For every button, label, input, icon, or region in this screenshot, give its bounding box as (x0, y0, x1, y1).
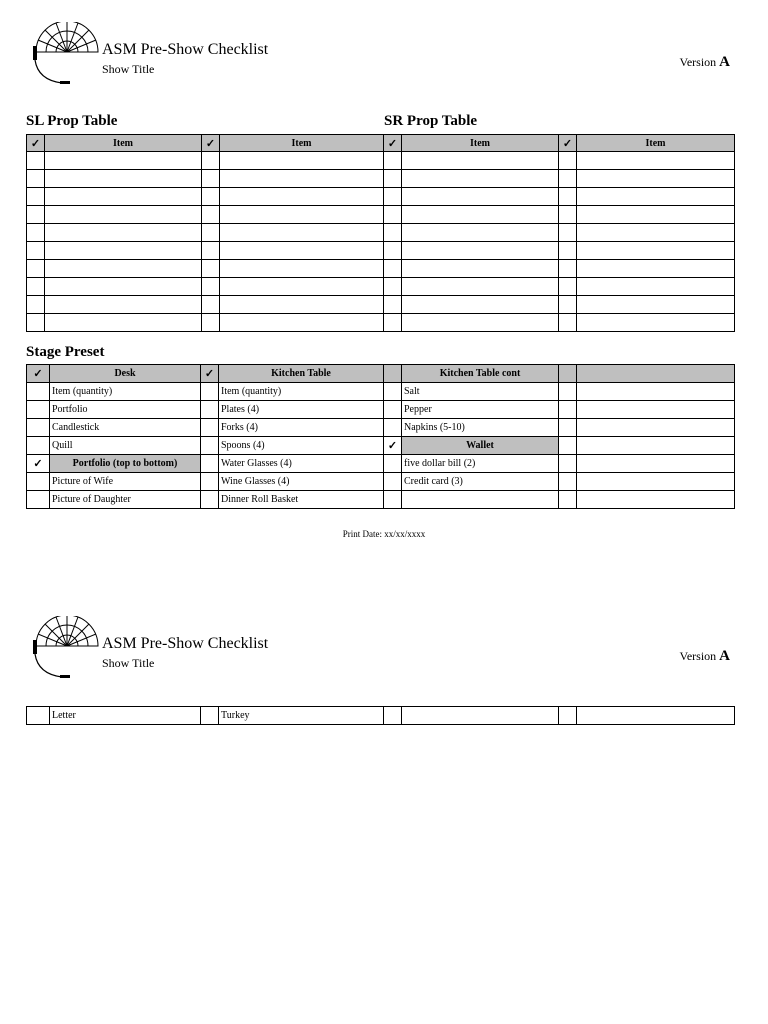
kitchen-table-item-cell: Wine Glasses (4) (219, 473, 384, 491)
check-cell (384, 473, 402, 491)
check-cell (202, 296, 220, 314)
table-row (27, 401, 735, 419)
check-cell (384, 206, 402, 224)
item-cell (577, 152, 735, 170)
version-indicator (679, 648, 730, 665)
table-row (27, 296, 735, 314)
item-cell (577, 260, 735, 278)
kitchen-table-item-cell: Turkey (219, 707, 384, 725)
table-row (27, 314, 735, 332)
check-cell (384, 170, 402, 188)
desk-item-cell: Candlestick (50, 419, 201, 437)
prop-table-header-row (27, 135, 735, 152)
check-cell (202, 206, 220, 224)
item-column-header: Item (45, 135, 202, 152)
check-column-header (384, 365, 402, 383)
check-column-header: ✓ (27, 135, 45, 152)
check-cell (384, 401, 402, 419)
kitchen-table-item-cell: Spoons (4) (219, 437, 384, 455)
check-cell (27, 260, 45, 278)
check-cell (559, 242, 577, 260)
kitchen-table-cont-item-cell (402, 707, 559, 725)
check-cell (201, 437, 219, 455)
desk-item-cell: Letter (50, 707, 201, 725)
check-cell (202, 188, 220, 206)
check-cell (559, 152, 577, 170)
sl-prop-table-title: SL Prop Table (26, 113, 118, 129)
check-cell (384, 314, 402, 332)
check-cell (559, 491, 577, 509)
check-cell (384, 152, 402, 170)
check-cell (559, 188, 577, 206)
item-cell (577, 170, 735, 188)
table-row (27, 206, 735, 224)
check-cell (27, 224, 45, 242)
check-cell (27, 491, 50, 509)
desk-item-cell: Quill (50, 437, 201, 455)
extra-item-cell (577, 491, 735, 509)
extra-item-cell (577, 401, 735, 419)
show-title: Show Title (102, 62, 155, 76)
check-cell (27, 314, 45, 332)
extra-item-cell (577, 707, 735, 725)
check-cell (559, 401, 577, 419)
extra-item-cell (577, 419, 735, 437)
check-cell (201, 473, 219, 491)
check-cell (202, 242, 220, 260)
stage-preset-header-row (27, 365, 735, 383)
check-cell (384, 296, 402, 314)
table-row (27, 473, 735, 491)
check-cell (27, 242, 45, 260)
item-cell (402, 170, 559, 188)
check-cell (559, 383, 577, 401)
check-cell (27, 419, 50, 437)
extra-column-header (577, 365, 735, 383)
check-cell (201, 707, 219, 725)
extra-item-cell (577, 383, 735, 401)
item-cell (45, 224, 202, 242)
item-cell (45, 260, 202, 278)
desk-item-cell: Picture of Wife (50, 473, 201, 491)
item-cell (577, 242, 735, 260)
table-row (27, 437, 735, 455)
check-cell (27, 437, 50, 455)
check-cell (559, 437, 577, 455)
table-row (27, 260, 735, 278)
check-cell (27, 473, 50, 491)
item-cell (577, 314, 735, 332)
stage-preset-table (26, 364, 735, 509)
check-cell (202, 260, 220, 278)
check-cell (201, 455, 219, 473)
check-cell (559, 260, 577, 278)
desk-item-cell: Item (quantity) (50, 383, 201, 401)
check-column-header: ✓ (202, 135, 220, 152)
item-cell (220, 260, 384, 278)
item-cell (402, 188, 559, 206)
table-row (27, 278, 735, 296)
table-row (27, 224, 735, 242)
check-cell (202, 224, 220, 242)
check-cell (559, 224, 577, 242)
item-cell (402, 152, 559, 170)
item-cell (577, 224, 735, 242)
item-cell (220, 206, 384, 224)
check-cell (202, 314, 220, 332)
item-cell (402, 278, 559, 296)
extra-item-cell (577, 473, 735, 491)
page-header (0, 616, 768, 686)
subsection-header-cell: Portfolio (top to bottom) (50, 455, 201, 473)
check-cell (27, 206, 45, 224)
page-title: ASM Pre-Show Checklist (102, 635, 269, 652)
desk-item-cell: Portfolio (50, 401, 201, 419)
version-indicator (679, 54, 730, 71)
check-cell (27, 383, 50, 401)
check-cell (202, 278, 220, 296)
check-cell (384, 260, 402, 278)
check-cell (384, 383, 402, 401)
subsection-header-cell: Wallet (402, 437, 559, 455)
check-cell (559, 707, 577, 725)
kitchen-table-cont-item-cell: Credit card (3) (402, 473, 559, 491)
item-cell (220, 242, 384, 260)
check-cell (559, 206, 577, 224)
item-cell (402, 260, 559, 278)
check-column-header: ✓ (201, 365, 219, 383)
item-cell (402, 206, 559, 224)
version-value: A (719, 54, 730, 70)
check-cell (27, 278, 45, 296)
item-cell (45, 278, 202, 296)
check-column-header: ✓ (27, 365, 50, 383)
table-row (27, 707, 735, 725)
item-column-header: Item (402, 135, 559, 152)
check-cell (27, 152, 45, 170)
kitchen-table-item-cell: Forks (4) (219, 419, 384, 437)
check-cell (384, 278, 402, 296)
show-title: Show Title (102, 656, 155, 670)
check-cell (202, 152, 220, 170)
check-column-header: ✓ (384, 135, 402, 152)
table-row (27, 152, 735, 170)
item-column-header: Item (220, 135, 384, 152)
check-cell (559, 278, 577, 296)
item-cell (220, 188, 384, 206)
item-cell (220, 152, 384, 170)
check-cell (201, 383, 219, 401)
stage-preset-title: Stage Preset (26, 344, 105, 360)
check-cell (384, 491, 402, 509)
check-cell (384, 419, 402, 437)
kitchen-table-cont-column-header: Kitchen Table cont (402, 365, 559, 383)
check-cell (202, 170, 220, 188)
item-cell (45, 242, 202, 260)
item-cell (45, 152, 202, 170)
headset-radar-logo-icon (32, 22, 102, 92)
check-cell (27, 401, 50, 419)
item-cell (45, 170, 202, 188)
item-column-header: Item (577, 135, 735, 152)
item-cell (402, 314, 559, 332)
kitchen-table-item-cell: Dinner Roll Basket (219, 491, 384, 509)
prop-table (26, 134, 735, 332)
print-date: Print Date: xx/xx/xxxx (342, 529, 426, 539)
kitchen-table-cont-item-cell: Salt (402, 383, 559, 401)
table-row (27, 188, 735, 206)
check-column-header: ✓ (559, 135, 577, 152)
item-cell (220, 296, 384, 314)
check-column-header (559, 365, 577, 383)
version-label: Version (679, 55, 717, 69)
check-cell (384, 188, 402, 206)
kitchen-table-item-cell: Water Glasses (4) (219, 455, 384, 473)
item-cell (45, 296, 202, 314)
sr-prop-table-title: SR Prop Table (384, 113, 478, 129)
item-cell (577, 296, 735, 314)
item-cell (220, 224, 384, 242)
item-cell (220, 314, 384, 332)
table-row (27, 491, 735, 509)
extra-item-cell (577, 437, 735, 455)
check-cell (384, 242, 402, 260)
kitchen-table-cont-item-cell: five dollar bill (2) (402, 455, 559, 473)
stage-preset-continued-table (26, 706, 735, 725)
check-cell (384, 224, 402, 242)
item-cell (45, 314, 202, 332)
kitchen-table-cont-item-cell: Napkins (5-10) (402, 419, 559, 437)
item-cell (402, 224, 559, 242)
check-cell (201, 491, 219, 509)
item-cell (577, 206, 735, 224)
item-cell (220, 278, 384, 296)
table-row (27, 383, 735, 401)
page-title: ASM Pre-Show Checklist (102, 41, 269, 58)
check-cell (27, 170, 45, 188)
item-cell (577, 188, 735, 206)
table-row (27, 419, 735, 437)
check-cell (384, 455, 402, 473)
check-cell (27, 296, 45, 314)
check-cell (559, 296, 577, 314)
desk-item-cell: Picture of Daughter (50, 491, 201, 509)
version-label: Version (679, 649, 717, 663)
check-cell (384, 707, 402, 725)
item-cell (45, 206, 202, 224)
kitchen-table-item-cell: Item (quantity) (219, 383, 384, 401)
check-cell (27, 707, 50, 725)
table-row (27, 455, 735, 473)
check-cell (559, 314, 577, 332)
item-cell (577, 278, 735, 296)
kitchen-table-item-cell: Plates (4) (219, 401, 384, 419)
check-cell (27, 188, 45, 206)
check-cell (201, 401, 219, 419)
check-cell (559, 473, 577, 491)
check-cell (559, 455, 577, 473)
item-cell (220, 170, 384, 188)
extra-item-cell (577, 455, 735, 473)
desk-column-header: Desk (50, 365, 201, 383)
check-cell: ✓ (384, 437, 402, 455)
kitchen-table-column-header: Kitchen Table (219, 365, 384, 383)
check-cell (559, 170, 577, 188)
table-row (27, 170, 735, 188)
check-cell: ✓ (27, 455, 50, 473)
kitchen-table-cont-item-cell: Pepper (402, 401, 559, 419)
page-header (0, 22, 768, 92)
item-cell (402, 296, 559, 314)
table-row (27, 242, 735, 260)
kitchen-table-cont-item-cell (402, 491, 559, 509)
item-cell (45, 188, 202, 206)
version-value: A (719, 648, 730, 664)
item-cell (402, 242, 559, 260)
check-cell (201, 419, 219, 437)
check-cell (559, 419, 577, 437)
headset-radar-logo-icon (32, 616, 102, 686)
